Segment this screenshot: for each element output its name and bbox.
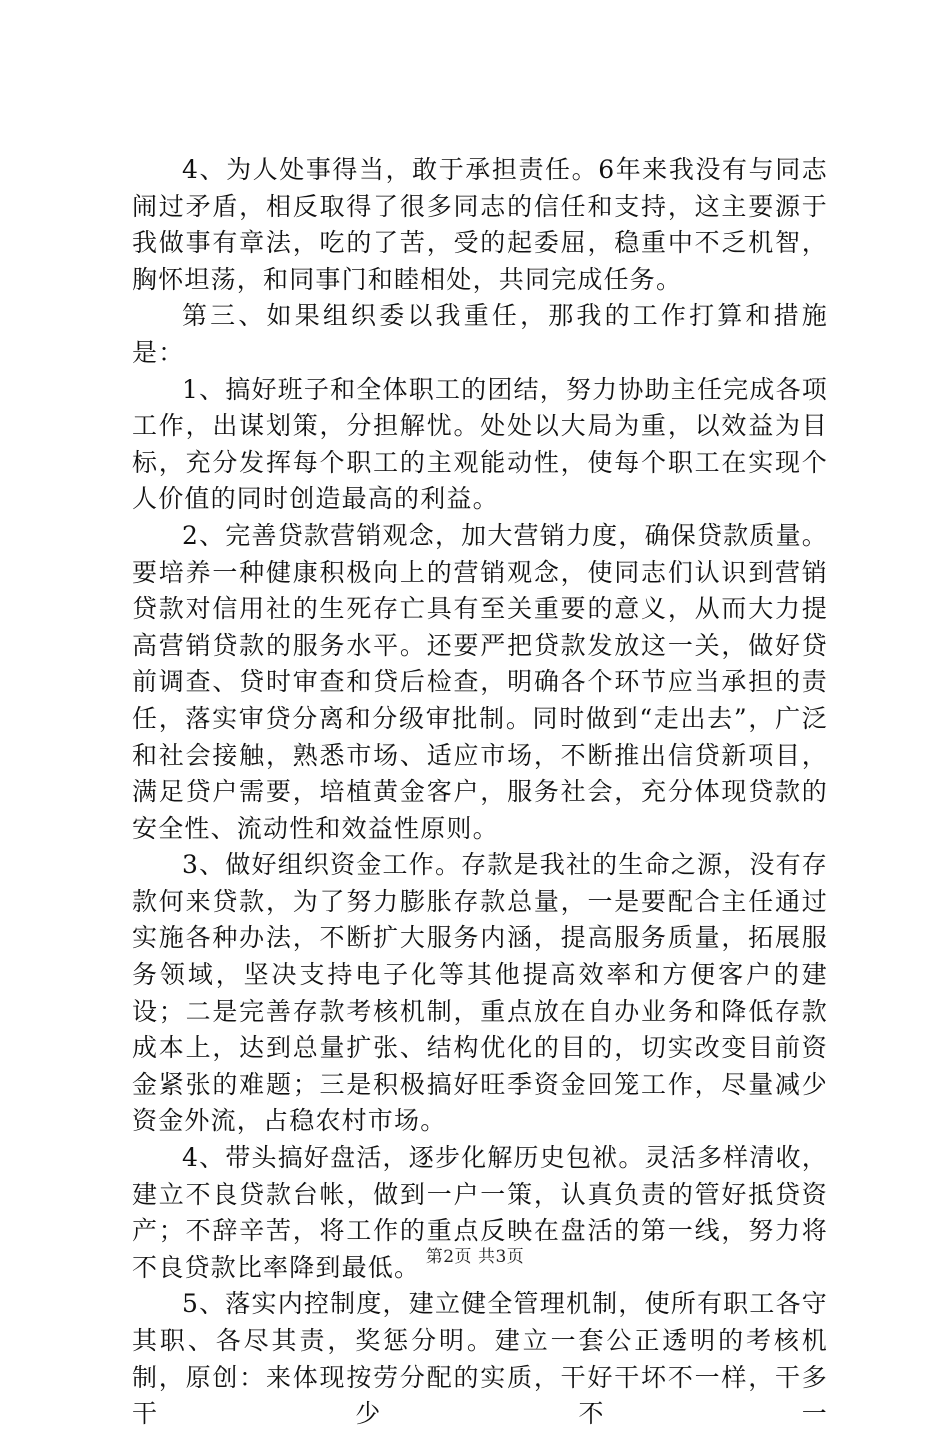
paragraph-section-three-heading: 第三、如果组织委以我重任，那我的工作打算和措施是：: [132, 301, 828, 367]
paragraph-point-4-conduct: 4、为人处事得当，敢于承担责任。6年来我没有与同志闹过矛盾，相反取得了很多同志的信任和支持，这主要源于我做事有章法，吃的了苦，受的起委屈，稳重中不乏机智，胸怀坦荡，和同事门和睦相处，共同完成任务。: [132, 155, 828, 294]
page-number-footer: 第2页 共3页: [425, 1247, 525, 1267]
paragraph-point-4-recovery: 4、带头搞好盘活，逐步化解历史包袱。灵活多样清收，建立不良贷款台帐，做到一户一策，认真负责的管好抵贷资产；不辞辛苦，将工作的重点反映在盘活的第一线，努力将不良贷款比率降到最低。: [132, 1143, 828, 1282]
paragraph-point-1-unity: 1、搞好班子和全体职工的团结，努力协助主任完成各项工作，出谋划策，分担解忧。处处以大局为重，以效益为目标，充分发挥每个职工的主观能动性，使每个职工在实现个人价值的同时创造最高的利益。: [132, 374, 828, 514]
paragraph-point-3-funds: 3、做好组织资金工作。存款是我社的生命之源，没有存款何来贷款，为了努力膨胀存款总量，一是要配合主任通过实施各种办法，不断扩大服务内涵，提高服务质量，拓展服务领域，坚决支持电子化等其他提高效率和方便客户的建设；二是完善存款考核机制，重点放在自办业务和降低存款成本上，达到总量扩张、结构优化的目的，切实改变目前资金紧张的难题；三是积极搞好旺季资金回笼工作，尽量减少资金外流，占稳农村市场。: [132, 850, 828, 1136]
document-body: [132, 152, 828, 1433]
paragraph-point-2-loan-marketing: 2、完善贷款营销观念，加大营销力度，确保贷款质量。要培养一种健康积极向上的营销观念，使同志们认识到营销贷款对信用社的生死存亡具有至关重要的意义，从而大力提高营销贷款的服务水平。还要严把贷款发放这一关，做好贷前调查、贷时审查和贷后检查，明确各个环节应当承担的责任，落实审贷分离和分级审批制。同时做到“走出去”，广泛和社会接触，熟悉市场、适应市场，不断推出信贷新项目，满足贷户需要，培植黄金客户，服务社会，充分体现贷款的安全性、流动性和效益性原则。: [132, 520, 828, 843]
paragraph-point-5-internal-control: 5、落实内控制度，建立健全管理机制，使所有职工各守其职、各尽其责，奖惩分明。建立一套公正透明的考核机制，原创：来体现按劳分配的实质，干好干坏不一样，干多干少不一: [132, 1289, 828, 1429]
